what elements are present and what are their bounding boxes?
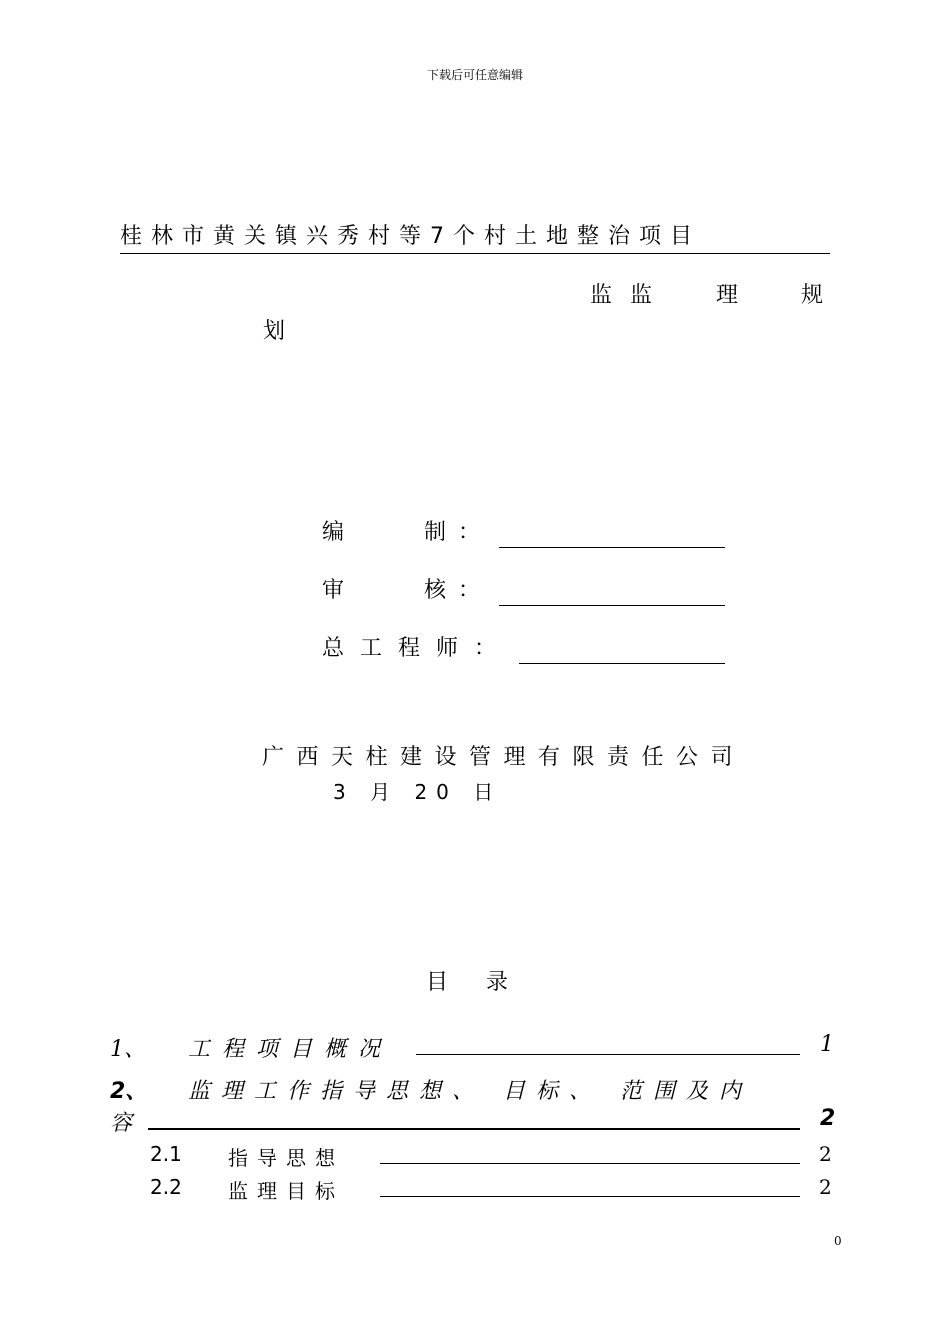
subtitle-char-1: 监 <box>590 283 613 308</box>
toc-item-2-2-page: 2 <box>819 1175 832 1199</box>
document-date: 3 月 20 日 <box>333 780 503 804</box>
header-note: 下载后可任意编辑 <box>426 68 523 82</box>
toc-item-2-1-label: 指导思想 <box>228 1146 344 1170</box>
chief-engineer-row <box>322 634 725 664</box>
chief-engineer-signature-line[interactable] <box>519 641 725 664</box>
company-name: 广西天柱建设管理有限责任公司 <box>262 745 746 770</box>
toc-item-2-2-label: 监理目标 <box>228 1179 344 1203</box>
toc-item-2-page: 2 <box>820 1106 836 1131</box>
reviewer-row <box>322 576 725 606</box>
toc-item-2-leader <box>148 1128 800 1130</box>
toc-item-1-number: 1、 <box>110 1037 146 1062</box>
chief-engineer-label: 总工程师： <box>322 636 513 661</box>
toc-item-2-label: 监理工作指导思想、 目标、 范围及内 <box>188 1079 752 1104</box>
editor-row <box>322 518 725 548</box>
toc-item-1-label: 工程项目概况 <box>188 1037 393 1062</box>
toc-item-2-label-wrap: 容 <box>110 1111 133 1136</box>
reviewer-label: 审 核： <box>322 578 493 603</box>
subtitle-char-3: 理 <box>716 283 739 308</box>
toc-item-1-page: 1 <box>820 1032 834 1057</box>
document-title: 桂林市黄关镇兴秀村等7个村土地整治项目 <box>120 222 830 254</box>
editor-signature-line[interactable] <box>499 525 725 548</box>
toc-item-2-2-number: 2.2 <box>150 1175 182 1199</box>
editor-label: 编 制： <box>322 520 493 545</box>
toc-item-2-1-page: 2 <box>819 1142 832 1166</box>
subtitle-char-2: 监 <box>630 283 653 308</box>
toc-item-2-1-number: 2.1 <box>150 1142 182 1166</box>
document-subtitle-wrap: 划 <box>263 319 286 344</box>
toc-item-2-2-leader <box>380 1196 800 1197</box>
toc-item-2-1-leader <box>380 1163 800 1164</box>
toc-item-1-leader <box>416 1054 800 1055</box>
reviewer-signature-line[interactable] <box>499 583 725 606</box>
toc-title: 目录 <box>426 970 547 995</box>
subtitle-char-4: 规 <box>801 283 824 308</box>
toc-item-2-number: 2、 <box>110 1079 148 1104</box>
page-number: 0 <box>834 1234 842 1248</box>
